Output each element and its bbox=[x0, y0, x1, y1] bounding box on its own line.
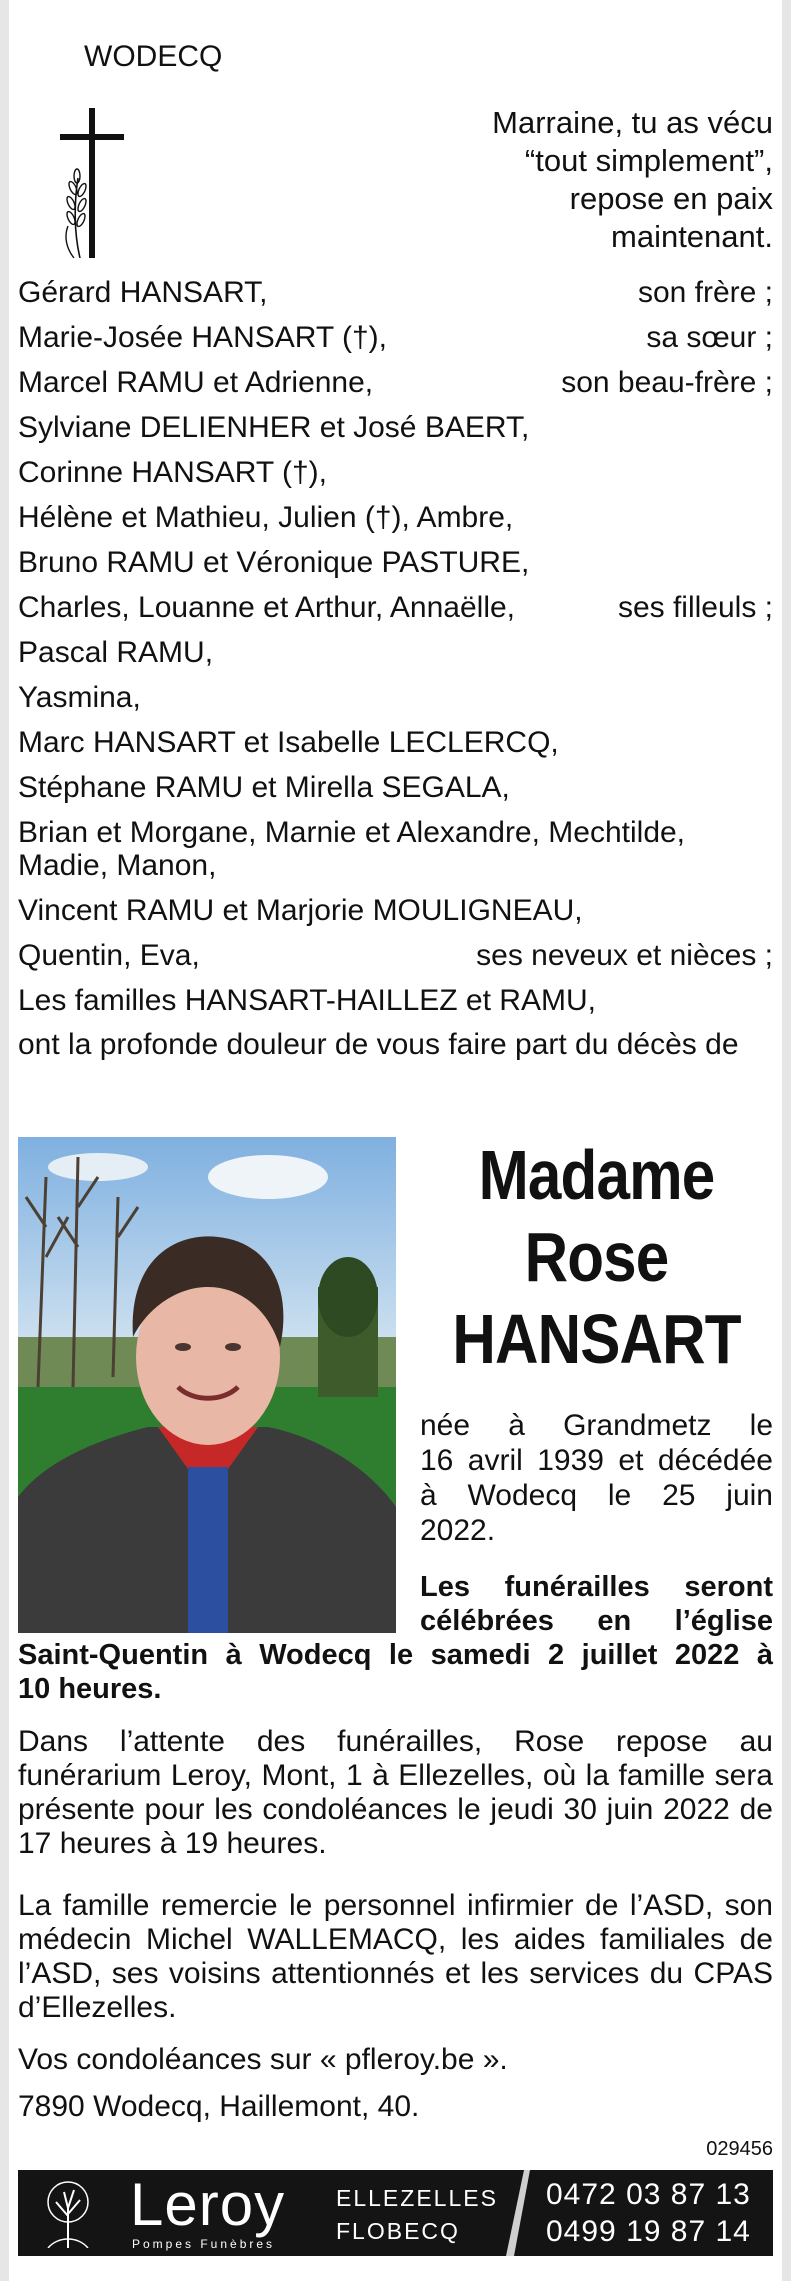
locality-header: WODECQ bbox=[84, 40, 223, 73]
deceased-last-name: HANSART bbox=[452, 1300, 741, 1378]
family-name: Marie-Josée HANSART (†), bbox=[18, 321, 387, 354]
family-row bbox=[18, 720, 773, 765]
family-name: Marcel RAMU et Adrienne, bbox=[18, 366, 374, 399]
address-line: 7890 Wodecq, Haillemont, 40. bbox=[18, 2090, 420, 2123]
funeral-line: célébrées en l’église bbox=[420, 1605, 773, 1637]
brand-name: Leroy bbox=[130, 2171, 286, 2238]
town-name: FLOBECQ bbox=[336, 2218, 460, 2244]
family-name: Les familles HANSART-HAILLEZ et RAMU, bbox=[18, 984, 596, 1017]
poem-line: “tout simplement”, bbox=[524, 143, 773, 178]
tree-logo-icon bbox=[38, 2178, 98, 2248]
family-name: Gérard HANSART, bbox=[18, 276, 268, 309]
family-row bbox=[18, 315, 773, 360]
family-relation: son frère ; bbox=[637, 276, 773, 309]
family-name: Sylviane DELIENHER et José BAERT, bbox=[18, 411, 530, 444]
poem-line: maintenant. bbox=[611, 219, 773, 254]
family-relation: ses filleuls ; bbox=[617, 591, 773, 624]
family-name: Marc HANSART et Isabelle LECLERCQ, bbox=[18, 726, 559, 759]
deceased-title: Madame bbox=[478, 1136, 715, 1214]
birth-line: à Wodecq le 25 juin bbox=[420, 1479, 773, 1512]
family-list bbox=[18, 270, 773, 1062]
family-relation: ses neveux et nièces ; bbox=[476, 939, 773, 972]
family-name: Hélène et Mathieu, Julien (†), Ambre, bbox=[18, 501, 514, 534]
poem-line: repose en paix bbox=[569, 181, 773, 216]
condolences-line: Vos condoléances sur « pfleroy.be ». bbox=[18, 2043, 508, 2076]
reference-number: 029456 bbox=[706, 2138, 773, 2160]
phone-list bbox=[546, 2176, 751, 2250]
birth-line: née à Grandmetz le bbox=[420, 1409, 773, 1442]
viewing-paragraph: Dans l’attente des funérailles, Rose repose au funérarium Leroy, Mont, 1 à Ellezelles, où la famille sera présente pour les condoléances le jeudi 30 juin 2022 de 17 heures à 19 heures. bbox=[18, 1725, 773, 1860]
portrait-photo bbox=[18, 1137, 396, 1633]
family-row bbox=[18, 933, 773, 978]
family-row bbox=[18, 405, 773, 450]
funeral-line: 10 heures. bbox=[18, 1673, 162, 1705]
portrait-illustration bbox=[18, 1137, 396, 1633]
announcement-text: ont la profonde douleur de vous faire part du décès de bbox=[18, 1028, 739, 1061]
funeral-notice bbox=[18, 1570, 773, 1706]
brand-tagline: Pompes Funèbres bbox=[132, 2237, 276, 2251]
family-relation: sa sœur ; bbox=[646, 321, 773, 354]
poem-line: Marraine, tu as vécu bbox=[492, 105, 773, 140]
thanks-paragraph: La famille remercie le personnel infirmier de l’ASD, son médecin Michel WALLEMACQ, les aides familiales de l’ASD, ses voisins attentionnés et les services du CPAS d’Ellezelles. bbox=[18, 1889, 773, 2024]
family-name: Yasmina, bbox=[18, 681, 141, 714]
phone-number[interactable]: 0499 19 87 14 bbox=[546, 2215, 751, 2248]
family-row bbox=[18, 765, 773, 810]
birth-line: 2022. bbox=[420, 1514, 496, 1547]
family-name: Pascal RAMU, bbox=[18, 636, 214, 669]
family-relation: son beau-frère ; bbox=[561, 366, 773, 399]
family-row bbox=[18, 888, 773, 933]
cross-with-wheat-icon bbox=[52, 108, 132, 258]
birth-line: 16 avril 1939 et décédée bbox=[420, 1444, 773, 1477]
town-name: ELLEZELLES bbox=[336, 2185, 498, 2211]
family-row bbox=[18, 978, 773, 1023]
family-name: Charles, Louanne et Arthur, Annaëlle, bbox=[18, 591, 516, 624]
deceased-first-name: Rose bbox=[524, 1218, 669, 1296]
divider-stroke bbox=[506, 2170, 530, 2256]
family-row bbox=[18, 675, 773, 720]
family-name: Stéphane RAMU et Mirella SEGALA, bbox=[18, 771, 510, 804]
family-row bbox=[18, 495, 773, 540]
family-row bbox=[18, 450, 773, 495]
phone-number[interactable]: 0472 03 87 13 bbox=[546, 2178, 751, 2211]
family-name: Brian et Morgane, Marnie et Alexandre, Mechtilde, Madie, Manon, bbox=[18, 816, 686, 882]
birth-death-text bbox=[420, 1408, 773, 1548]
town-list bbox=[336, 2182, 498, 2248]
family-row bbox=[18, 630, 773, 675]
family-row bbox=[18, 540, 773, 585]
funeral-line: Saint-Quentin à Wodecq le samedi 2 juillet 2022 à bbox=[18, 1639, 773, 1671]
funeral-home-banner bbox=[18, 2170, 773, 2256]
funeral-line: Les funérailles seront bbox=[420, 1571, 773, 1603]
family-row bbox=[18, 360, 773, 405]
poem bbox=[353, 104, 773, 256]
family-name: Bruno RAMU et Véronique PASTURE, bbox=[18, 546, 530, 579]
family-row bbox=[18, 810, 773, 888]
family-row bbox=[18, 585, 773, 630]
family-row bbox=[18, 270, 773, 315]
deceased-name bbox=[445, 1134, 749, 1380]
family-name: Vincent RAMU et Marjorie MOULIGNEAU, bbox=[18, 894, 583, 927]
family-name: Quentin, Eva, bbox=[18, 939, 200, 972]
family-name: Corinne HANSART (†), bbox=[18, 456, 327, 489]
